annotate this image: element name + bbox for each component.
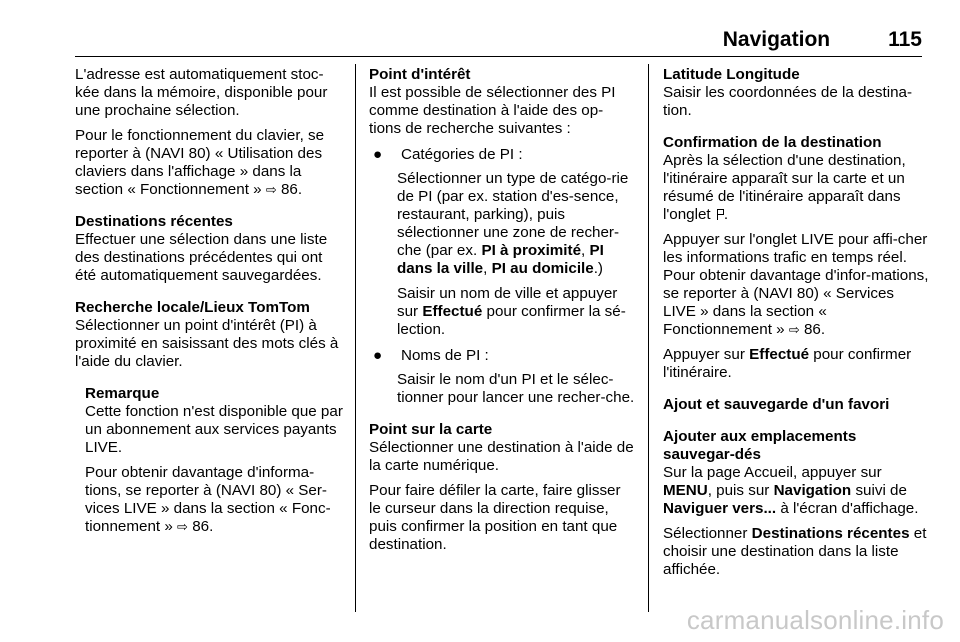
paragraph-select-recent: Sélectionner Destinations récentes et choisir une destination dans la liste affichée. <box>663 525 927 578</box>
note-box <box>85 385 343 536</box>
paragraph-confirm: Après la sélection d'une destination, l'itinéraire apparaît sur la carte et un résumé de l'itinéraire apparaît dans l'onglet . <box>663 152 906 223</box>
paragraph-poi-categories: Sélectionner un type de catégo-rie de PI (par ex. station d'es-sence, restaurant, parking), puis sélectionner une zone de recher-che (par ex. PI à proximité, PI dans la ville, PI au domicile.) <box>397 170 629 277</box>
paragraph-poi-names: Saisir le nom d'un PI et le sélec-tionner pour lancer une recher-che. <box>397 371 635 406</box>
section-title: Navigation <box>722 28 831 51</box>
watermark: carmanualsonline.info <box>686 605 944 635</box>
paragraph-address-stored: L'adresse est automatiquement stoc-kée dans la mémoire, disponible pour une prochaine sélection. <box>75 66 328 119</box>
paragraph-press-done: Appuyer sur Effectué pour confirmer l'itinéraire. <box>663 346 912 381</box>
paragraph-keyboard: Pour le fonctionnement du clavier, se reporter à (NAVI 80) « Utilisation des claviers dans l'affichage » dans la section « Fonctionnement » ⇨ 86. <box>75 127 325 198</box>
paragraph-map-1: Sélectionner une destination à l'aide de la carte numérique. <box>369 439 634 474</box>
heading-recent-destinations: Destinations récentes <box>75 213 233 230</box>
flag-icon <box>717 209 724 220</box>
column-divider-1 <box>355 64 356 612</box>
column-2 <box>369 66 635 561</box>
paragraph-recent-destinations: Effectuer une sélection dans une liste des destinations précédentes qui ont été automatiquement sauvegardées. <box>75 231 328 284</box>
page-reference-icon: ⇨ <box>265 182 277 197</box>
list-item-poi-categories: ● Catégories de PI : <box>369 146 635 164</box>
paragraph-city-name: Saisir un nom de ville et appuyer sur Effectué pour confirmer la sé-lection. <box>397 285 626 338</box>
paragraph-home-menu: Sur la page Accueil, appuyer sur MENU, puis sur Navigation suivi de Naviguer vers... à l'écran d'affichage. <box>663 464 919 517</box>
heading-local-search: Recherche locale/Lieux TomTom <box>75 299 310 316</box>
list-item-poi-names: ● Noms de PI : <box>369 347 635 365</box>
column-3 <box>663 66 929 586</box>
heading-add-saved-locations: Ajouter aux emplacements sauvegar-dés <box>663 428 857 463</box>
paragraph-live: Appuyer sur l'onglet LIVE pour affi-cher les informations trafic en temps réel. Pour obtenir davantage d'infor-mations, se reporter à (NAVI 80) « Services LIVE » dans la section « Fonctionnement » ⇨ 86. <box>663 231 929 338</box>
paragraph-poi: Il est possible de sélectionner des PI comme destination à l'aide des op-tions de recherche suivantes : <box>369 84 616 137</box>
note-paragraph-2: Pour obtenir davantage d'informa-tions, se reporter à (NAVI 80) « Ser-vices LIVE » dans la section « Fonc-tionnement » ⇨ 86. <box>85 464 331 535</box>
heading-lat-lon: Latitude Longitude <box>663 66 800 83</box>
heading-confirm-destination: Confirmation de la destination <box>663 134 882 151</box>
page-reference-icon: ⇨ <box>788 322 800 337</box>
heading-point-on-map: Point sur la carte <box>369 421 493 438</box>
header-divider <box>75 56 922 57</box>
note-title: Remarque <box>85 385 160 402</box>
heading-add-favorite: Ajout et sauvegarde d'un favori <box>663 396 890 413</box>
column-divider-2 <box>648 64 649 612</box>
paragraph-local-search: Sélectionner un point d'intérêt (PI) à proximité en saisissant des mots clés à l'aide du clavier. <box>75 317 339 370</box>
page-header <box>723 28 922 52</box>
note-paragraph-1: Cette fonction n'est disponible que par un abonnement aux services payants LIVE. <box>85 403 343 456</box>
page-number: 115 <box>888 28 922 51</box>
column-1 <box>75 66 343 543</box>
bullet-icon: ● <box>373 146 383 163</box>
page-reference-icon: ⇨ <box>177 519 188 534</box>
bullet-icon: ● <box>373 347 383 364</box>
paragraph-lat-lon: Saisir les coordonnées de la destina-tion. <box>663 84 913 119</box>
paragraph-map-2: Pour faire défiler la carte, faire glisser le curseur dans la direction requise, puis confirmer la position en tant que destination. <box>369 482 621 553</box>
heading-point-of-interest: Point d'intérêt <box>369 66 471 83</box>
